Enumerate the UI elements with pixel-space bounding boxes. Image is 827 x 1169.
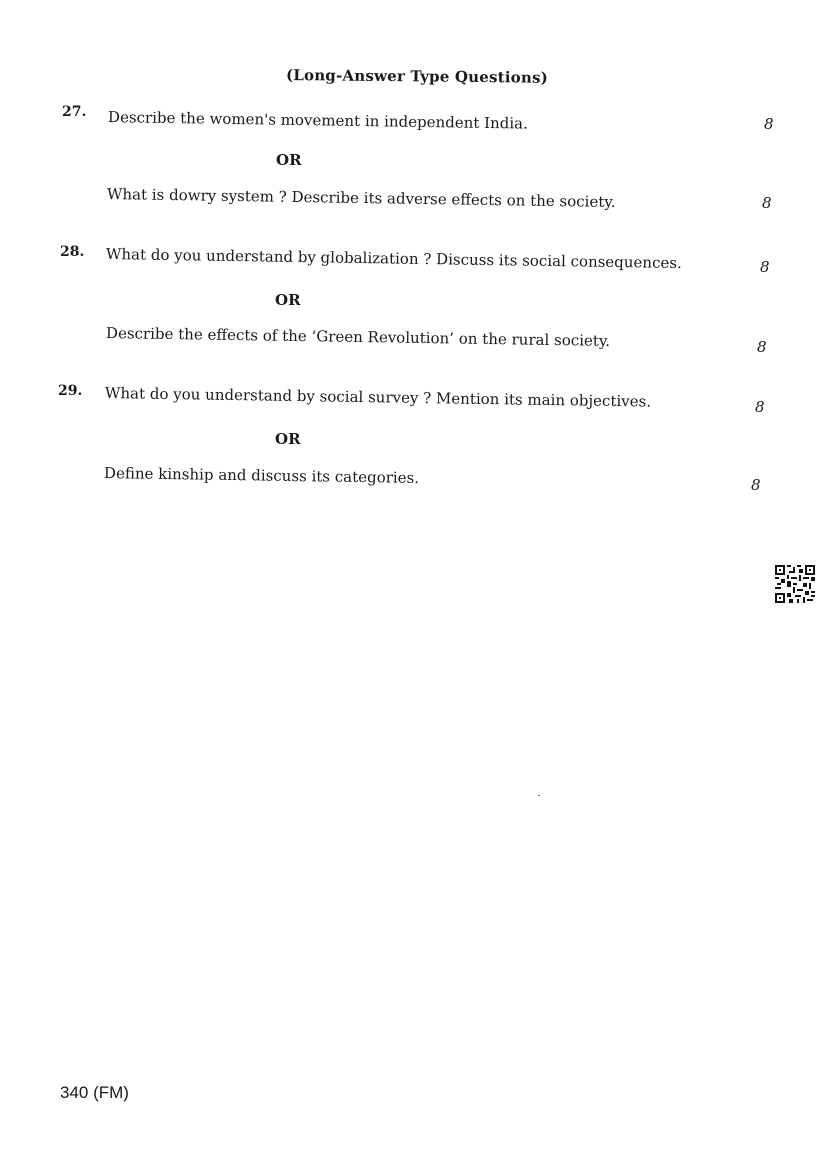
alternative-question-marks: 8 bbox=[757, 338, 767, 356]
question-text: What do you understand by social survey ? Mention its main objectives. bbox=[104, 384, 652, 411]
alternative-question-text: What is dowry system ? Describe its adverse effects on the society. bbox=[106, 185, 616, 211]
page-footer-code: 340 (FM) bbox=[60, 1083, 129, 1102]
alternative-question-marks: 8 bbox=[762, 194, 772, 212]
alternative-question-text: Define kinship and discuss its categories. bbox=[103, 464, 420, 487]
stray-mark bbox=[538, 795, 540, 796]
or-separator: OR bbox=[275, 430, 301, 448]
alternative-question-marks: 8 bbox=[751, 476, 761, 494]
question-number: 29. bbox=[58, 383, 83, 399]
section-title: (Long-Answer Type Questions) bbox=[285, 66, 549, 87]
question-number: 28. bbox=[60, 244, 85, 260]
or-separator: OR bbox=[275, 291, 301, 309]
or-separator: OR bbox=[276, 151, 302, 169]
question-marks: 8 bbox=[760, 258, 770, 276]
alternative-question-text: Describe the effects of the ‘Green Revolution’ on the rural society. bbox=[105, 324, 611, 350]
question-number: 27. bbox=[62, 104, 87, 120]
question-text: What do you understand by globalization ? Discuss its social consequences. bbox=[105, 245, 682, 273]
question-marks: 8 bbox=[764, 115, 774, 133]
question-text: Describe the women's movement in independent India. bbox=[107, 108, 528, 133]
question-marks: 8 bbox=[755, 398, 765, 416]
qr-code bbox=[775, 565, 815, 603]
